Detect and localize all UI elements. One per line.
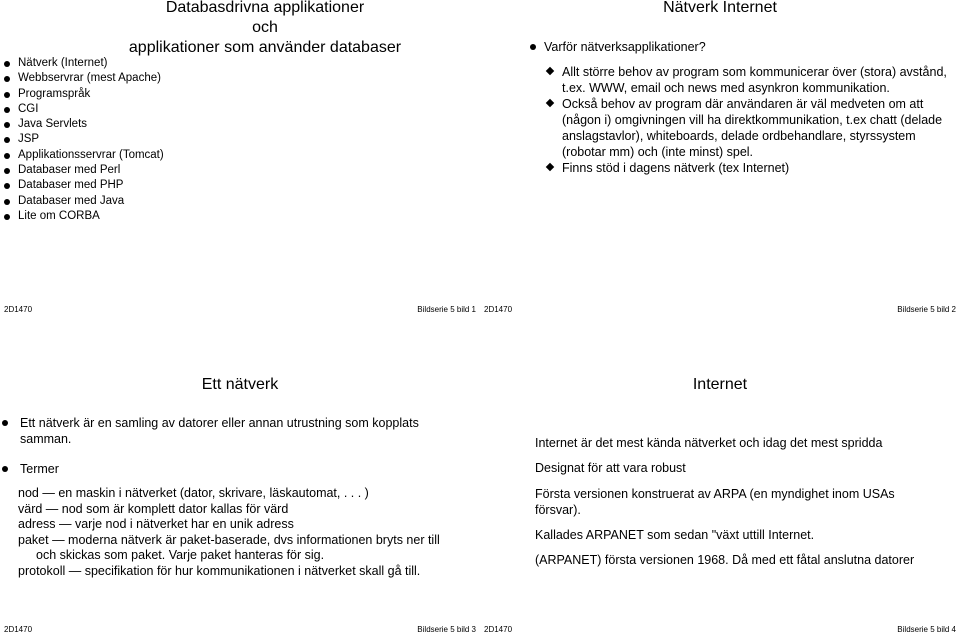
reason-list — [546, 64, 950, 176]
list-item: Programspråk — [4, 87, 164, 102]
slide-title: Internet — [692, 376, 748, 393]
slide-footer — [4, 305, 476, 314]
paragraph: Internet är det mest kända nätverket och idag det mest spridda — [535, 436, 883, 450]
question-item: Varför nätverksapplikationer? — [530, 39, 950, 55]
bullet-icon — [4, 214, 10, 220]
slide-number: Bildserie 5 bild 3 — [417, 625, 476, 634]
diamond-bullet-icon — [546, 163, 554, 171]
term-name: paket — [18, 532, 49, 547]
slide-1 — [0, 0, 480, 319]
list-item: Databaser med PHP — [4, 178, 164, 193]
term-name: adress — [18, 517, 56, 532]
list-item: CGI — [4, 102, 164, 117]
paragraph: Kallades ARPANET som sedan "växt uttill Internet. — [535, 528, 815, 542]
list-item: Java Servlets — [4, 117, 164, 132]
slide-2 — [480, 0, 960, 319]
term-name: värd — [18, 501, 43, 516]
course-code: 2D1470 — [484, 305, 513, 314]
list-item: Databaser med Perl — [4, 163, 164, 178]
diamond-bullet-icon — [546, 67, 554, 75]
term-row: värd — nod som är komplett dator kallas för värd — [18, 501, 289, 516]
bullet-icon — [4, 168, 10, 174]
course-code: 2D1470 — [4, 625, 33, 634]
bullet-icon — [4, 122, 10, 128]
bullet-icon — [2, 466, 8, 472]
title-line-1: Databasdrivna applikationer — [165, 0, 365, 16]
term-row: adress — varje nod i nätverket har en unik adress — [18, 517, 294, 532]
list-item: Applikationsservrar (Tomcat) — [4, 148, 164, 163]
term-definition: specifikation för hur kommunikationen i nätverket skall gå till. — [84, 563, 421, 578]
slide-number: Bildserie 5 bild 2 — [897, 305, 956, 314]
bullet-icon — [4, 61, 10, 67]
terms-heading: Termer — [2, 461, 59, 477]
list-item: Allt större behov av program som kommunicerar över (stora) avstånd, t.ex. WWW, email och news med asynkron kommunikation. — [546, 64, 950, 96]
list-item: Databaser med Java — [4, 194, 164, 209]
slide-number: Bildserie 5 bild 4 — [897, 625, 956, 634]
paragraph: Första versionen konstruerat av ARPA (en myndighet inom USAs försvar). — [535, 487, 895, 517]
bullet-icon — [4, 183, 10, 189]
slide-title — [80, 0, 450, 58]
paragraph: (ARPANET) första versionen 1968. Då med ett fåtal anslutna datorer — [535, 553, 915, 567]
term-row: paket — moderna nätverk är paket-baserade, dvs informationen bryts ner till och skickas som paket. Varje paket hanteras för sig. — [18, 532, 440, 563]
slide-4 — [480, 320, 960, 639]
title-line-3: applikationer som använder databaser — [128, 39, 402, 56]
bullet-icon — [4, 76, 10, 82]
term-row: protokoll — specifikation för hur kommunikationen i nätverket skall gå till. — [18, 563, 421, 578]
term-definition: varje nod i nätverket har en unik adress — [74, 517, 294, 532]
term-definition: moderna nätverk är paket-baserade, dvs informationen bryts ner till och skickas som paket. Varje paket hanteras för sig. — [36, 532, 440, 563]
list-item: JSP — [4, 132, 164, 147]
slide-number: Bildserie 5 bild 1 — [417, 305, 476, 314]
topic-list — [4, 56, 164, 224]
course-code: 2D1470 — [4, 305, 33, 314]
list-item: Lite om CORBA — [4, 209, 164, 224]
slide-title: Nätverk Internet — [663, 0, 777, 16]
term-row: nod — en maskin i nätverket (dator, skrivare, läskautomat, . . . ) — [18, 486, 369, 500]
slide-footer — [4, 625, 476, 634]
bullet-icon — [2, 420, 8, 426]
term-name: protokoll — [18, 563, 66, 578]
paragraph: Designat för att vara robust — [535, 461, 686, 475]
term-definition: nod som är komplett dator kallas för värd — [61, 501, 289, 516]
bullet-icon — [4, 199, 10, 205]
list-item: Nätverk (Internet) — [4, 56, 164, 71]
bullet-icon — [530, 44, 536, 50]
list-item: Finns stöd i dagens nätverk (tex Internet) — [546, 160, 950, 176]
slide-3 — [0, 320, 480, 639]
bullet-icon — [4, 137, 10, 143]
list-item: Också behov av program där användaren är väl medveten om att (någon i) omgivningen vill ha direktkommunikation, t.ex chatt (delade anslagstavlor), whiteboards, delade ordbehandlare, styrssystem (robotar mm) och (inte minst) spel. — [546, 96, 950, 160]
bullet-icon — [4, 107, 10, 113]
diamond-bullet-icon — [546, 99, 554, 107]
definition-item: Ett nätverk är en samling av datorer eller annan utrustning som kopplats samman. — [2, 415, 422, 447]
term-list — [18, 486, 458, 580]
term-name: nod — [18, 486, 39, 500]
bullet-icon — [4, 92, 10, 98]
slide-footer — [484, 625, 956, 634]
list-item: Webbservrar (mest Apache) — [4, 71, 164, 86]
bullet-icon — [4, 153, 10, 159]
title-line-2: och — [252, 19, 278, 36]
course-code: 2D1470 — [484, 625, 513, 634]
slide-title: Ett nätverk — [201, 376, 279, 393]
term-definition: en maskin i nätverket (dator, skrivare, läskautomat, . . . ) — [58, 486, 369, 500]
slide-footer — [484, 305, 956, 314]
